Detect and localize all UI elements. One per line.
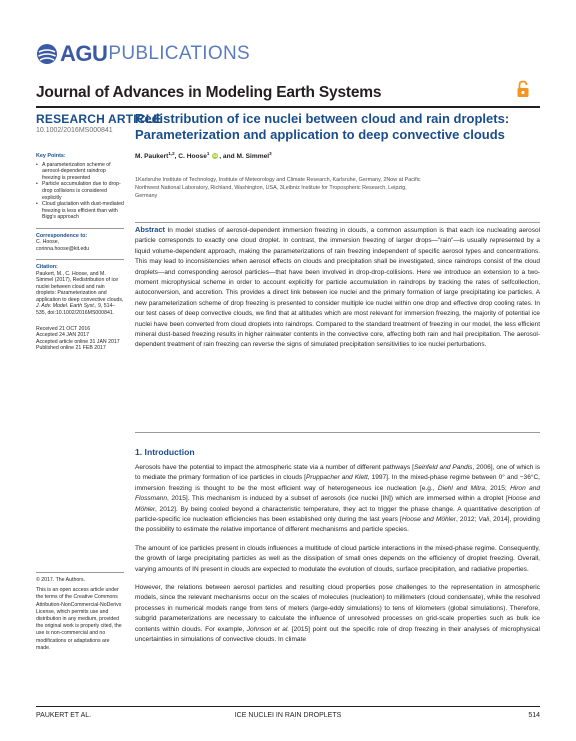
received-date: Received 21 OCT 2016 <box>36 325 91 332</box>
author-list: M. Paukert$^{1,2}$, C. Hoose$^1$ iD , and M. Simmel$^3$ <box>135 151 272 161</box>
brand-publications: PUBLICATIONS <box>108 43 250 64</box>
agu-globe-icon <box>36 43 58 65</box>
open-access-lock-icon <box>516 80 530 98</box>
section-heading-introduction: 1. Introduction <box>135 447 195 457</box>
copyright-notice <box>36 577 124 652</box>
article-title: Redistribution of ice nuclei between cloud and rain droplets: Parameterization and application to deep convective clouds <box>135 111 510 142</box>
footer-rule <box>36 706 540 707</box>
intro-paragraph-2: The amount of ice particles present in clouds influences a multitude of cloud particle interactions in the mixed-phase regime. Consequently, the growth of large precipitating particles as well as the dissipation of small ones depends on the efficiency of droplet freezing. Overall, varying amounts of IN present in clouds are expected to modulate the evolution of clouds, surface precipitation, and radiative properties. <box>135 544 540 573</box>
abstract-label: Abstract <box>135 225 165 234</box>
brand-agu: AGU <box>60 41 108 66</box>
orcid-icon[interactable]: iD <box>213 153 218 159</box>
abstract <box>135 225 540 351</box>
list-item: • Particle accumulation due to drop-drop collisions is considered explicitly <box>36 181 124 201</box>
intro-paragraph-1: Aerosols have the potential to impact the atmospheric state via a number of different pathways [Seinfeld and Pandis, 2006], one of which is to mediate the primary formation of ice particles in clouds [Pruppacher and Klett, 1997]. In the mixed-phase regime between 0° and −36°C, immersion freezing is thought to be the most efficient way of heterogeneous ice nucleation [e.g., Diehl and Mitra, 2015; Hiron and Flossmann, 2015]. This mechanism is induced by a subset of aerosols (ice nuclei [IN]) which are immersed within a droplet [Hoose and Möhler, 2012]. By being cooled beyond a characteristic temperature, they act to trigger the phase change. A quantitative description of particle-specific ice nucleation efficiencies has been established only during the last years [Hoose and Möhler, 2012; Vali, 2014], providing the possibility to estimate the relative importance of different mechanisms and particle species. <box>135 464 541 534</box>
copyright-divider <box>36 572 124 573</box>
sidebar-divider <box>36 228 124 229</box>
accepted-date: Accepted 24 JAN 2017 <box>36 332 90 339</box>
correspondence-email[interactable]: corinna.hoose@kit.edu <box>36 245 90 252</box>
accepted-online-date: Accepted article online 31 JAN 2017 <box>36 338 120 345</box>
header-rule <box>36 106 540 108</box>
key-points-list <box>36 162 124 221</box>
copyright-title: © 2017. The Authors. <box>36 577 86 583</box>
correspondence-heading: Correspondence to: <box>36 232 88 239</box>
citation-text: Paukert, M., C. Hoose, and M. Simmel (2017), Redistribution of ice nuclei between cloud and rain droplets: Parameterization and application to deep convective clouds, J. Adv. Model. Earth Syst., 9, 514–535, doi:10.1002/2016MS000841. <box>36 270 124 317</box>
list-item: • Cloud glaciation with dust-mediated freezing is less efficient than with Bigg's approach <box>36 201 124 221</box>
footer-authors: PAUKERT ET AL. <box>36 712 92 719</box>
copyright-license: This is an open access article under the terms of the Creative Commons Attribution-NonCommercial-NoDerivs License, which permits use and distribution in any medium, provided the original work is properly cited, the use is non-commercial and no modifications or adaptations are made. <box>36 587 122 651</box>
sidebar-divider <box>36 259 124 260</box>
key-points-heading: Key Points: <box>36 153 66 159</box>
abstract-top-rule <box>135 222 540 223</box>
abstract-text: In model studies of aerosol-dependent immersion freezing in clouds, a common assumption is that each ice nucleating aerosol particle corresponds to exactly one cloud droplet. In contrast, the immersion freezing of larger drops—"rain"—is usually represented by a liquid volume-dependent approach, making the parameterizations of rain freezing independent of specific aerosol types and concentrations. This may lead to inconsistencies when aerosol effects on clouds and precipitation shall be investigated, since raindrops consist of the cloud droplets—and corresponding aerosol particles—that have been involved in drop-drop-collisions. Here we introduce an extension to a two-moment microphysical scheme in order to account explicitly for particle accumulation in raindrops by tracking the rates of selfcollection, autoconversion, and accretion. This provides a direct link between ice nuclei and the primary formation of large precipitating ice particles. A new parameterization scheme of drop freezing is presented to consider multiple ice nuclei within one drop and effective drop cooling rates. In our test cases of deep convective clouds, we find that at altitudes which are most relevant for immersion freezing, the majority of potential ice nuclei have been converted from cloud droplets into raindrops. Compared to the standard treatment of freezing in our model, the less efficient mineral dust-based freezing results in higher rainwater contents in the convective core, affecting both rain and hail precipitation. The aerosol-dependent treatment of rain freezing can reverse the signs of simulated precipitation sensitivities to ice nuclei perturbations. <box>135 227 540 349</box>
citation-heading: Citation: <box>36 263 58 270</box>
journal-title: Journal of Advances in Modeling Earth Systems <box>36 84 382 101</box>
key-points-section <box>36 153 124 352</box>
abstract-bottom-rule <box>135 432 540 433</box>
list-item: • A parameterization scheme of aerosol-dependent raindrop freezing is presented <box>36 162 124 182</box>
author-affiliations: 1Karlsruhe Institute of Technology, Institute of Meteorology and Climate Research, Karlsruhe, Germany, 2Now at Pacific Northwest National Laboratory, Richland, Washington, USA, 3Leibniz Institute for Tropospheric Research, Leipzig, Germany <box>135 177 421 199</box>
footer-running-title: ICE NUCLEI IN RAIN DROPLETS <box>234 712 342 719</box>
agu-publications-logo <box>36 42 250 66</box>
page-number: 514 <box>528 712 540 719</box>
introduction-body <box>135 463 540 654</box>
published-online-date: Published online 21 FEB 2017 <box>36 345 106 352</box>
article-type-label: RESEARCH ARTICLE <box>36 112 162 126</box>
intro-paragraph-3: However, the relations between aerosol particles and resulting cloud properties pose challenges to the representation in atmospheric models, since the relevant mechanisms occur on the scales of molecules (nucleation) to millimeters (cloud condensate), while the resolved processes in numerical models range from tens of meters (large-eddy simulations) to tens of kilometers (global simulations). Therefore, subgrid parameterizations are necessary to calculate the influence of unresolved processes on grid-scale properties such as bulk ice contents within clouds. For example, Johnson et al. [2015] point out the specific role of drop freezing in their analyses of microphysical uncertainties in simulations of convective clouds. In climate <box>135 584 540 644</box>
correspondence-name: C. Hoose, <box>36 239 60 246</box>
article-doi: 10.1002/2016MS000841 <box>36 127 113 134</box>
